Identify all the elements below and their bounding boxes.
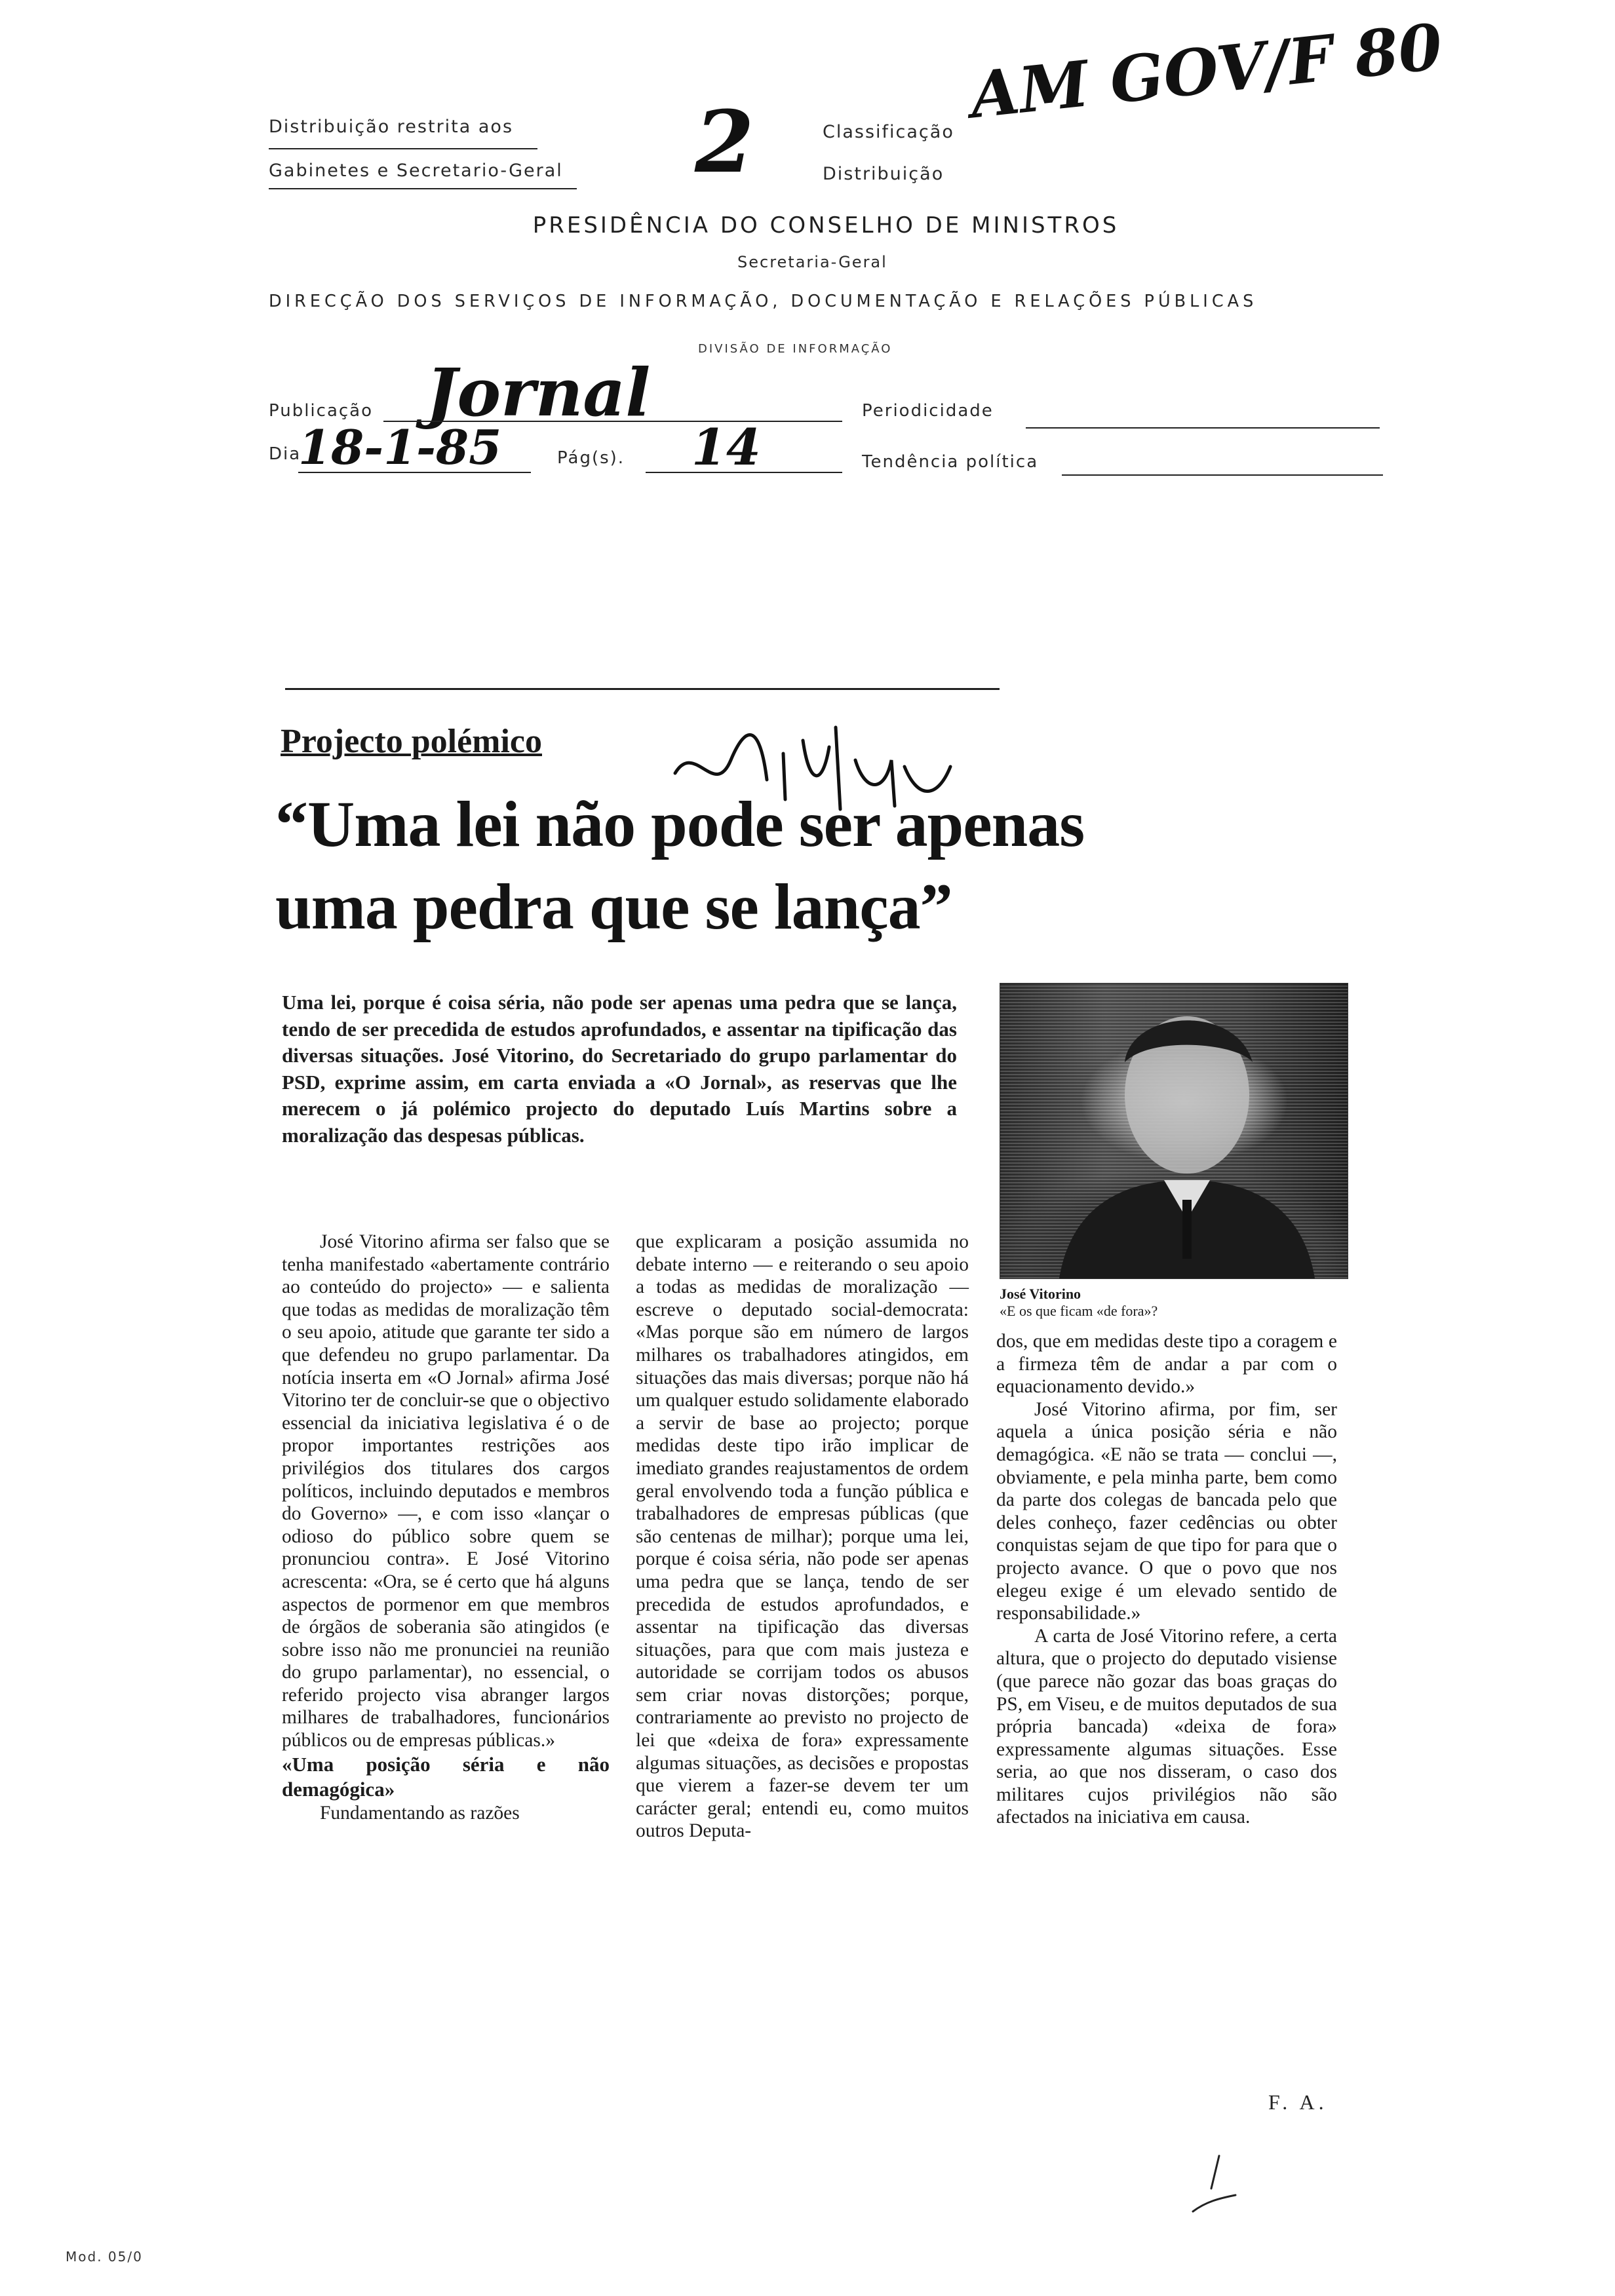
lead-paragraph: Uma lei, porque é coisa séria, não pode ser apenas uma pedra que se lança, tendo de ser precedida de estudos aprofundados, e assentar na tipificação das diversas situações. José Vitorino, do Secretariado do grupo parlamentar do PSD, exprime assim, em carta enviada a «O Jornal», as reservas que lhe merecem o já polémico projecto do deputado Luís Martins sobre a moralização das despesas públicas.	[282, 991, 957, 1147]
kicker: Projecto polémico	[281, 723, 542, 760]
col3-paragraph-2: José Vitorino afirma, por fim, ser aquela a única posição séria e não demagógica. «E não se trata — conclui —, obviamente, e pela minha parte, bem como da parte dos colegas de bancada pelo que deles conheço, fazer cedências ou obter conquistas sejam de que tipo for para que o projecto avance. O que o povo que nos elegeu exige é um elevado sentido de responsabilidade.»	[996, 1398, 1337, 1624]
photo-caption	[1000, 1286, 1347, 1320]
portrait-photo	[1000, 983, 1348, 1279]
col3-paragraph-3: A carta de José Vitorino refere, a certa altura, que o projecto do deputado visiense (que parece não gozar das boas graças do PS, em Viseu, e de muitos deputados de sua própria bancada) «deixa de fora» expressamente algumas situações. Esse seria, ao que nos disseram, o caso dos militares cujos privilégios não são afectados na iniciativa em causa.	[996, 1625, 1337, 1828]
column-2	[636, 1231, 969, 1843]
day-line	[298, 472, 531, 473]
col1-paragraph-1: José Vitorino afirma ser falso que se tenha manifestado «abertamente contrário ao conteúdo do projecto» — e salienta que todas as medidas de moralização têm o seu apoio, atitude que garante ter sido a que defendeu no grupo parlamentar. Da notícia inserta em «O Jornal» afirma José Vitorino ter de concluir-se que o objectivo essencial da iniciativa legislativa é o de propor importantes restrições aos privilégios dos titulares dos cargos políticos, incluindo deputados e membros do Governo» —, e com isso «lançar o odioso do público sobre quem se pronunciou contra». E José Vitorino acrescenta: «Ora, se é certo que há alguns aspectos de pormenor em que membros de órgãos de soberania são atingidos (e sobre isso não me pronunciei na reunião do grupo parlamentar), no essencial, o referido projecto visa abranger largos milhares de trabalhadores, funcionários públicos ou de empresas públicas.»	[282, 1231, 610, 1751]
publication-label: Publicação	[269, 401, 374, 421]
ministry-subtitle: Secretaria-Geral	[737, 253, 887, 271]
publication-value: Jornal	[426, 354, 651, 431]
page-label: Pág(s).	[557, 448, 625, 468]
page-value: 14	[691, 418, 761, 476]
distribution-underline-2	[269, 188, 577, 189]
author-signature: F. A.	[1268, 2090, 1328, 2114]
ministry-title: PRESIDÊNCIA DO CONSELHO DE MINISTROS	[532, 212, 1119, 239]
direction-line: DIRECÇÃO DOS SERVIÇOS DE INFORMAÇÃO, DOCUMENTAÇÃO E RELAÇÕES PÚBLICAS	[269, 292, 1258, 311]
tendency-line	[1062, 474, 1383, 476]
top-rule	[285, 688, 1000, 690]
column-1	[282, 1231, 610, 1824]
day-label: Dia	[269, 444, 302, 464]
day-value: 18-1-85	[298, 419, 502, 475]
distribution-label: Distribuição	[823, 164, 944, 184]
col1-paragraph-2: Fundamentando as razões	[320, 1802, 520, 1824]
col3-paragraph-1: dos, que em medidas deste tipo a coragem e a firmeza têm de andar a par com o equacionamento devido.»	[996, 1331, 1337, 1398]
pen-mark	[1180, 2149, 1245, 2221]
handwritten-number: 2	[695, 92, 754, 192]
handwritten-code: AM GOV/F 80	[967, 9, 1446, 133]
tendency-label: Tendência política	[862, 452, 1039, 472]
division-line: DIVISÃO DE INFORMAÇÃO	[698, 342, 893, 356]
column-3	[996, 1330, 1337, 1829]
distribution-underline-1	[269, 148, 537, 149]
caption-name: José Vitorino	[1000, 1286, 1081, 1302]
col2-paragraph-1: que explicaram a posição assumida no debate interno — e reiterando o seu apoio a todas as medidas de moralização — escreve o deputado social-democrata: «Mas porque são em número de largos milhares os trabalhadores atingidos, em situações das mais diversas; porque não há um qualquer estudo solidamente elaborado a servir de base ao projecto; porque medidas deste tipo irão implicar de imediato grandes reajustamentos de ordem geral envolvendo toda a função pública e trabalhadores de empresas públicas (que são centenas de milhar); porque uma lei, porque é coisa séria, não pode ser apenas uma pedra que se lança, tendo de ser precedida de estudos aprofundados, e assentar na tipificação das diversas situações, para que com mais justeza e autoridade se corrijam todos os abusos sem criar novas distorções; porque, contrariamente ao previsto no projecto de lei que «deixa de fora» expressamente algumas situações, as decisões e propostas que vierem a fazer-se devem ter um carácter geral; entendi eu, como muitos outros Deputa-	[636, 1231, 969, 1842]
page-line	[646, 472, 842, 473]
periodicity-line	[1026, 427, 1380, 429]
distribution-note-1: Distribuição restrita aos	[269, 117, 514, 137]
distribution-note-2: Gabinetes e Secretario-Geral	[269, 161, 563, 181]
caption-text: «E os que ficam «de fora»?	[1000, 1303, 1158, 1319]
classification-label: Classificação	[823, 122, 954, 142]
periodicity-label: Periodicidade	[862, 401, 994, 421]
headline-line-1: “Uma lei não pode ser apenas	[275, 788, 1085, 860]
portrait-silhouette	[1000, 984, 1348, 1278]
col1-subheading: «Uma posição séria e não demagógica»	[282, 1752, 610, 1801]
form-model-number: Mod. 05/0	[66, 2249, 143, 2265]
headline-line-2: uma pedra que se lança”	[275, 870, 952, 943]
